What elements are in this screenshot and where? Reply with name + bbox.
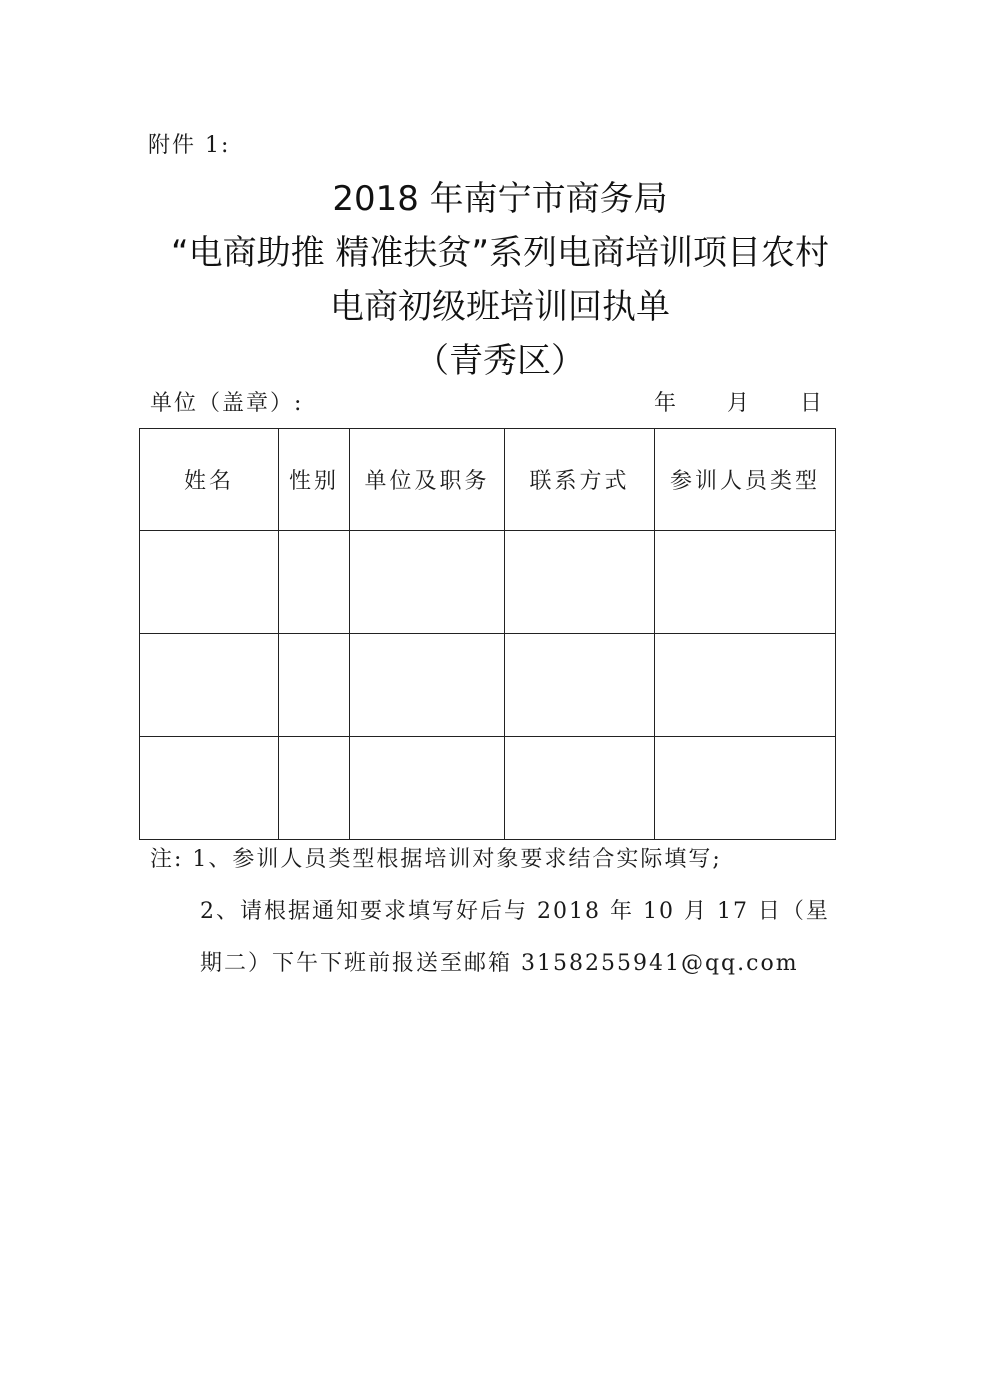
cell-gender[interactable]	[279, 737, 350, 840]
registration-table	[139, 428, 836, 840]
unit-date-row	[150, 386, 830, 418]
date-field	[610, 386, 822, 417]
cell-name[interactable]	[140, 634, 279, 737]
cell-unit-position[interactable]	[350, 531, 505, 634]
cell-trainee-type[interactable]	[655, 634, 836, 737]
cell-name[interactable]	[140, 737, 279, 840]
note-line-3: 期二）下午下班前报送至邮箱 3158255941@qq.com	[200, 951, 799, 976]
note-line-2: 2、请根据通知要求填写好后与 2018 年 10 月 17 日（星	[200, 899, 830, 924]
date-year-label: 年	[653, 391, 676, 416]
cell-unit-position[interactable]	[350, 634, 505, 737]
note-line-1: 注: 1、参训人员类型根据培训对象要求结合实际填写;	[150, 847, 722, 872]
title-line-2: “电商助推 精准扶贫”系列电商培训项目农村	[170, 233, 830, 273]
header-contact: 联系方式	[505, 429, 655, 531]
cell-unit-position[interactable]	[350, 737, 505, 840]
document-title	[0, 172, 1000, 388]
header-unit-position: 单位及职务	[350, 429, 505, 531]
cell-gender[interactable]	[279, 531, 350, 634]
table-row	[140, 531, 836, 634]
attachment-label: 附件 1:	[148, 133, 231, 158]
header-trainee-type: 参训人员类型	[655, 429, 836, 531]
cell-name[interactable]	[140, 531, 279, 634]
cell-trainee-type[interactable]	[655, 737, 836, 840]
date-month-label: 月	[726, 391, 749, 416]
table-header-row	[140, 429, 836, 531]
title-line-4: （青秀区）	[415, 341, 585, 381]
title-line-3: 电商初级班培训回执单	[330, 287, 670, 327]
cell-gender[interactable]	[279, 634, 350, 737]
cell-contact[interactable]	[505, 737, 655, 840]
notes-section	[150, 838, 840, 994]
title-line-1: 2018 年南宁市商务局	[332, 179, 668, 219]
cell-trainee-type[interactable]	[655, 531, 836, 634]
header-name: 姓名	[140, 429, 279, 531]
date-day-label: 日	[799, 391, 822, 416]
table-row	[140, 737, 836, 840]
table-row	[140, 634, 836, 737]
header-gender: 性别	[279, 429, 350, 531]
cell-contact[interactable]	[505, 531, 655, 634]
unit-stamp-label: 单位（盖章）:	[150, 391, 304, 416]
cell-contact[interactable]	[505, 634, 655, 737]
